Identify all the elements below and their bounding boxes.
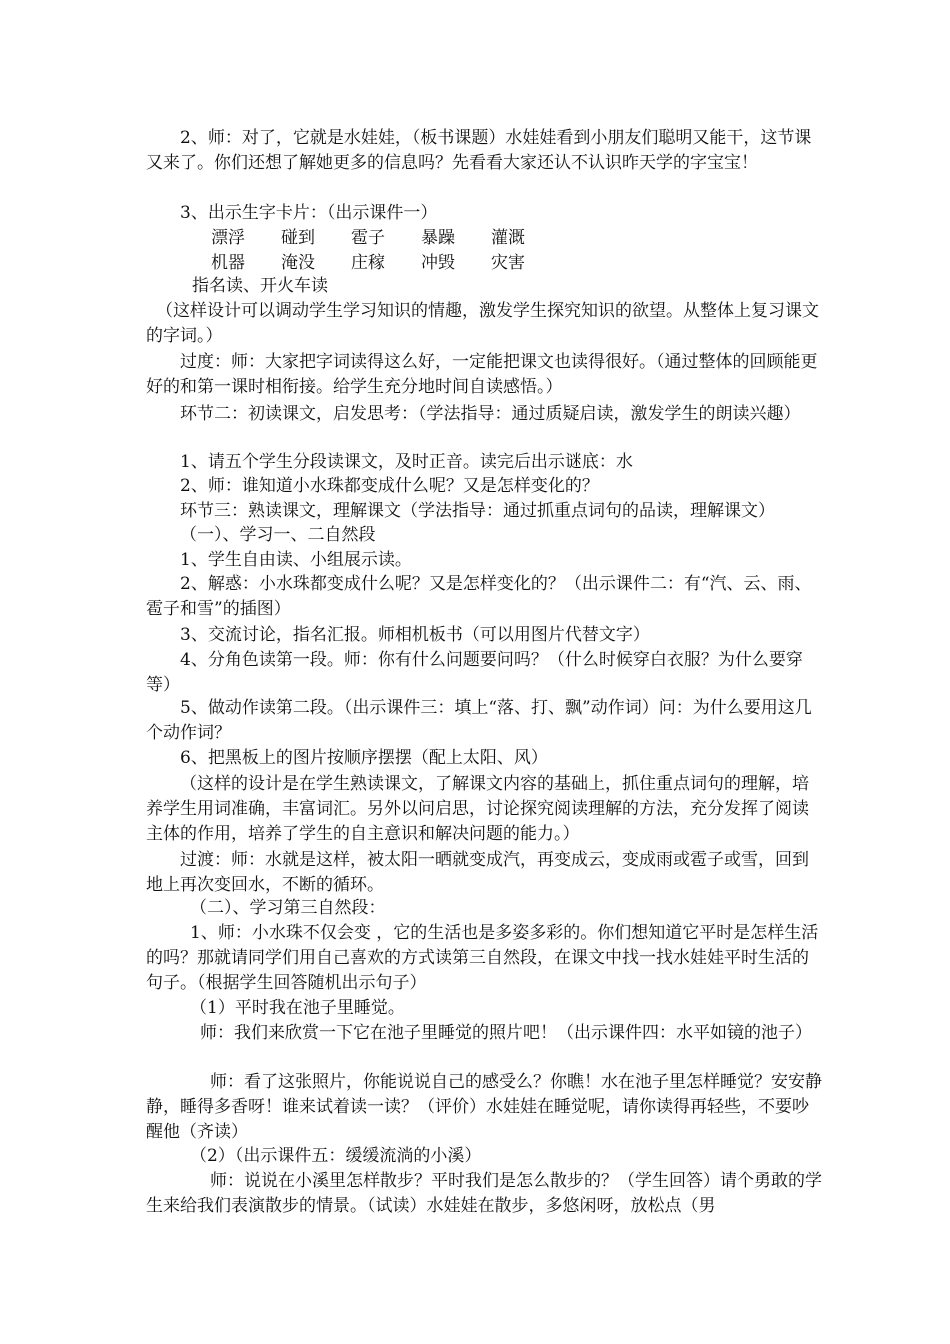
- paragraph-18: 过渡：师：水就是这样，被太阳一晒就变成汽，再变成云，变成雨或雹子或雪，回到地上再次变回水，不断的循环。: [146, 850, 809, 895]
- word-list-row-2: [211, 251, 811, 276]
- paragraph-23: 师：看了这张照片，你能说说自己的感受么？你瞧！水在池子里怎样睡觉？安安静静，睡得多香呀！谁来试着读一读？（评价）水娃娃在睡觉呢，请你读得再轻些，不要吵醒他（齐读）: [146, 1072, 822, 1142]
- word-card: 雹子: [351, 228, 385, 248]
- word-card: 机器: [211, 253, 245, 273]
- paragraph-22: 师：我们来欣赏一下它在池子里睡觉的照片吧！（出示课件四：水平如镜的池子）: [200, 1023, 812, 1043]
- paragraph-8: 2、师：谁知道小水珠都变成什么呢？又是怎样变化的？: [180, 476, 599, 496]
- paragraph-13: 3、交流讨论，指名汇报。师相机板书（可以用图片代替文字）: [180, 625, 650, 645]
- paragraph-25: 师：说说在小溪里怎样散步？平时我们是怎么散步的？（学生回答）请个勇敢的学生来给我们表演散步的情景。（试读）水娃娃在散步，多悠闲呀，放松点（男: [146, 1171, 822, 1216]
- paragraph-3: 指名读、开火车读: [192, 276, 328, 296]
- paragraph-4: （这样设计可以调动学生学习知识的情趣，激发学生探究知识的欲望。从整体上复习课文的字词。）: [146, 301, 819, 346]
- paragraph-10: （一）、学习一、二自然段: [180, 525, 376, 545]
- paragraph-12: 2、解惑：小水珠都变成什么呢？又是怎样变化的？（出示课件二：有“汽、云、雨、雹子和雪”的插图）: [146, 574, 812, 619]
- word-card: 暴躁: [421, 228, 455, 248]
- word-card: 灌溉: [491, 228, 525, 248]
- paragraph-14: 4、分角色读第一段。师：你有什么问题要问吗？（什么时候穿白衣服？为什么要穿等）: [146, 650, 803, 695]
- paragraph-19: （二）、学习第三自然段：: [190, 898, 386, 918]
- word-card: 冲毁: [421, 253, 455, 273]
- paragraph-11: 1、学生自由读、小组展示读。: [180, 550, 412, 570]
- paragraph-5: 过度：师：大家把字词读得这么好，一定能把课文也读得很好。（通过整体的回顾能更好的和第一课时相衔接。给学生充分地时间自读感悟。）: [146, 352, 818, 397]
- word-card: 灾害: [491, 253, 525, 273]
- paragraph-17: （这样的设计是在学生熟读课文，了解课文内容的基础上，抓住重点词句的理解，培养学生用词准确，丰富词汇。另外以问启思，讨论探究阅读理解的方法，充分发挥了阅读主体的作用，培养了学生的自主意识和解决问题的能力。）: [146, 774, 809, 844]
- paragraph-2: 3、出示生字卡片：（出示课件一）: [180, 203, 438, 223]
- paragraph-1: 2、师：对了，它就是水娃娃，（板书课题）水娃娃看到小朋友们聪明又能干，这节课又来了。你们还想了解她更多的信息吗？先看看大家还认不认识昨天学的字宝宝！: [146, 128, 812, 173]
- paragraph-21: （1）平时我在池子里睡觉。: [190, 998, 405, 1018]
- paragraph-16: 6、把黑板上的图片按顺序摆摆（配上太阳、风）: [180, 748, 548, 768]
- word-card: 庄稼: [351, 253, 385, 273]
- word-card: 淹没: [281, 253, 315, 273]
- paragraph-20: 1、师：小水珠不仅会变 ，它的生活也是多姿多彩的。你们想知道它平时是怎样生活的吗？那就请同学们用自己喜欢的方式读第三自然段，在课文中找一找水娃娃平时生活的句子。（根据学生回答随机出示句子）: [146, 923, 819, 993]
- paragraph-15: 5、做动作读第二段。（出示课件三：填上“落、打、飘”动作词）问：为什么要用这几个动作词？: [146, 698, 812, 743]
- paragraph-24: （2）（出示课件五：缓缓流淌的小溪）: [190, 1146, 482, 1166]
- paragraph-6: 环节二：初读课文，启发思考：（学法指导：通过质疑启读，激发学生的朗读兴趣）: [180, 404, 801, 424]
- word-list-row-1: [211, 226, 811, 251]
- word-card: 碰到: [281, 228, 315, 248]
- paragraph-7: 1、请五个学生分段读课文，及时正音。读完后出示谜底：水: [180, 452, 633, 472]
- word-card: 漂浮: [211, 228, 245, 248]
- paragraph-9: 环节三：熟读课文，理解课文（学法指导：通过抓重点词句的品读，理解课文）: [180, 501, 775, 521]
